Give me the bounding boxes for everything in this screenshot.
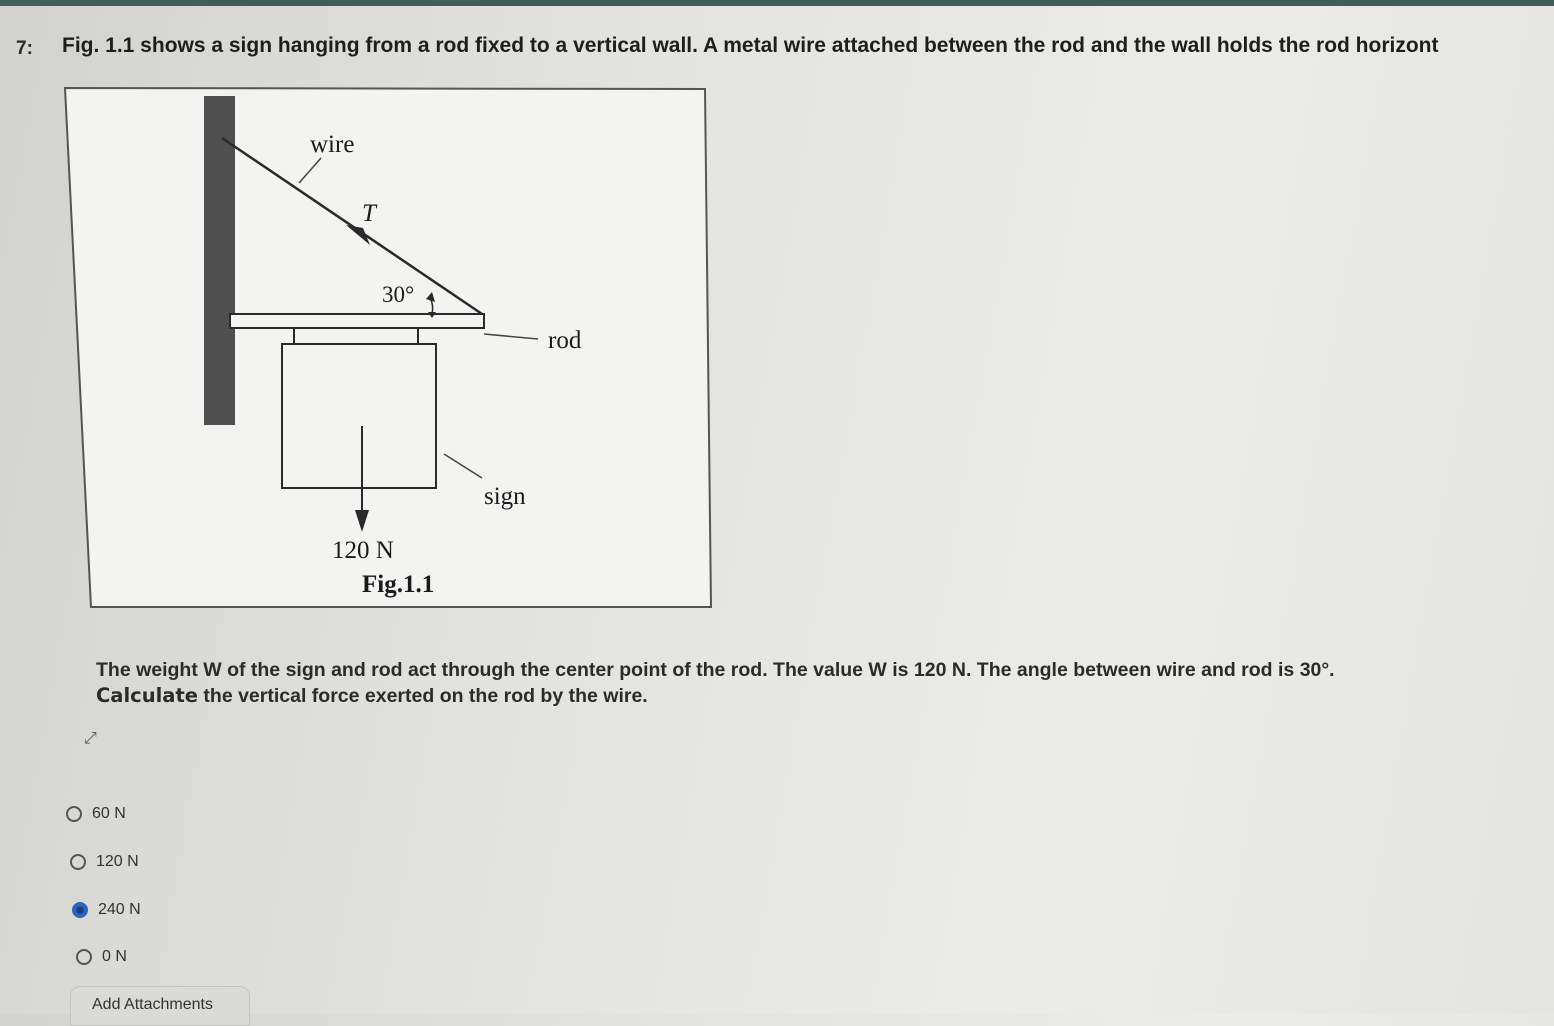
expand-icon[interactable]: ⤢ — [84, 730, 97, 747]
radio-button[interactable] — [70, 854, 86, 870]
question-number: 7: — [16, 38, 33, 59]
rod — [230, 314, 484, 328]
option-120n[interactable] — [70, 853, 139, 871]
question-prompt: Fig. 1.1 shows a sign hanging from a rod fixed to a vertical wall. A metal wire attached between the rod and the wall holds the rod horizont — [62, 34, 1439, 57]
radio-button[interactable] — [66, 806, 82, 822]
tension-label: T — [362, 200, 376, 227]
option-label: 0 N — [102, 948, 127, 965]
question-body — [96, 658, 1335, 709]
option-0n[interactable] — [76, 948, 127, 966]
option-60n[interactable] — [66, 805, 126, 823]
option-label: 60 N — [92, 805, 126, 822]
figure-caption: Fig.1.1 — [362, 571, 435, 598]
question-body-line2-rest: the vertical force exerted on the rod by the wire. — [198, 685, 648, 707]
radio-button[interactable] — [76, 949, 92, 965]
radio-button-selected[interactable] — [72, 902, 88, 918]
add-attachments-button[interactable] — [70, 986, 250, 1026]
wall — [204, 96, 235, 425]
option-240n[interactable] — [72, 901, 141, 919]
sign-label: sign — [484, 483, 526, 510]
rod-label: rod — [548, 327, 582, 354]
option-label: 120 N — [96, 853, 139, 870]
add-attachments-label: Add Attachments — [92, 996, 213, 1013]
calculate-keyword: Calculate — [96, 684, 198, 707]
angle-label: 30° — [382, 282, 415, 307]
question-body-line1: The weight W of the sign and rod act through the center point of the rod. The value W is 120 N. The angle between wire and rod is 30°. — [96, 659, 1335, 681]
weight-label: 120 N — [332, 537, 394, 564]
top-bar — [0, 0, 1554, 6]
option-label: 240 N — [98, 901, 141, 918]
wire-label: wire — [310, 131, 355, 158]
question-body-line2 — [96, 683, 1335, 709]
sign-box — [282, 344, 436, 488]
figure-1-1 — [64, 86, 712, 608]
